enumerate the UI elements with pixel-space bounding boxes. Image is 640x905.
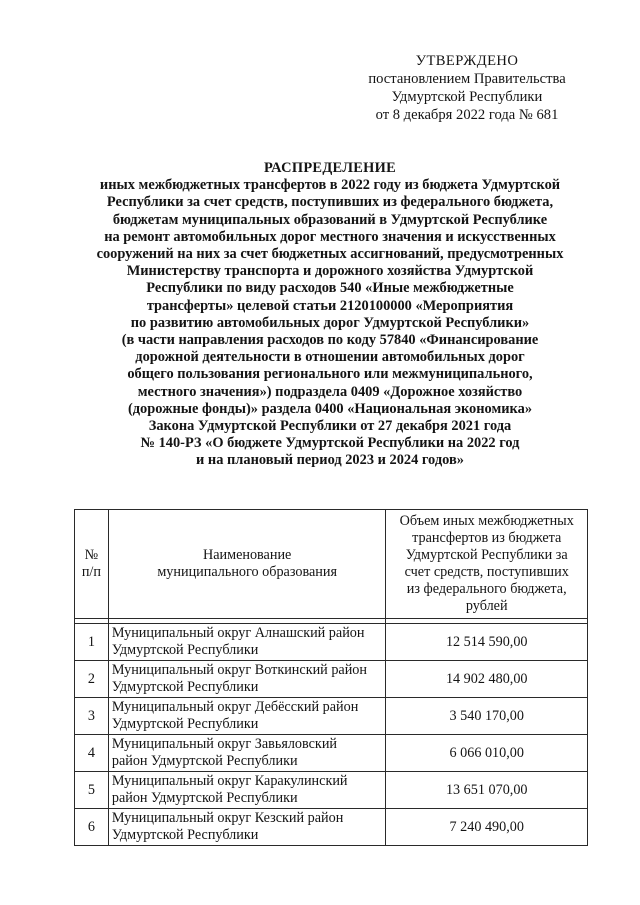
approval-line-1: постановлением Правительства [368,71,566,87]
transfer-amount: 14 902 480,00 [386,661,588,698]
row-number: 2 [75,661,109,698]
header-volume-line: счет средств, поступивших [404,564,569,580]
header-volume-line: рублей [465,598,508,614]
row-number: 6 [75,809,109,846]
header-name-cell [108,510,386,619]
row-number: 3 [75,698,109,735]
municipality-name [108,735,386,772]
municipality-name [108,698,386,735]
municipality-name-line: Муниципальный округ Завьяловский [111,736,338,752]
municipality-name-line: Муниципальный округ Каракулинский [111,773,348,789]
approval-line-3: от 8 декабря 2022 года № 681 [375,107,559,123]
transfer-amount: 13 651 070,00 [386,772,588,809]
title-heading: РАСПРЕДЕЛЕНИЕ [263,160,397,176]
municipality-name-line: Муниципальный округ Дебёсский район [111,699,359,715]
header-num-abbr: п/п [81,564,101,580]
table-row [75,772,588,809]
municipality-name-line: район Удмуртской Республики [111,790,298,806]
table-row [75,698,588,735]
transfer-amount: 6 066 010,00 [386,735,588,772]
transfer-amount: 12 514 590,00 [386,624,588,661]
title-line: по развитию автомобильных дорог Удмуртской Республики» [130,314,530,331]
header-num-cell [75,510,109,619]
title-line: Республики за счет средств, поступивших из федерального бюджета, [106,194,554,211]
table-row [75,735,588,772]
title-line: иных межбюджетных трансфертов в 2022 году из бюджета Удмуртской [99,177,561,194]
transfer-amount: 7 240 490,00 [386,809,588,846]
approval-stamp [352,52,582,124]
header-name-line: Наименование [202,547,292,563]
title-line: трансферты» целевой статьи 2120100000 «Мероприятия [146,297,514,314]
municipality-name-line: Муниципальный округ Воткинский район [111,662,367,678]
title-line: общего пользования регионального или межмуниципального, [127,366,533,383]
municipality-name-line: Муниципальный округ Алнашский район [111,625,365,641]
table-header-row [75,510,588,619]
municipality-name [108,809,386,846]
municipality-name [108,772,386,809]
document-title [70,160,590,470]
distribution-table [74,509,588,846]
title-line: (в части направления расходов по коду 57840 «Финансирование [121,332,539,349]
municipality-name-line: Муниципальный округ Кезский район [111,810,344,826]
header-volume-line: трансфертов из бюджета [412,530,562,546]
municipality-name [108,624,386,661]
title-line: на ремонт автомобильных дорог местного значения и искусственных [104,228,556,245]
transfer-amount: 3 540 170,00 [386,698,588,735]
table-row [75,661,588,698]
municipality-name-line: Удмуртской Республики [111,679,259,695]
title-line: Министерству транспорта и дорожного хозяйства Удмуртской [126,263,534,280]
approval-heading: УТВЕРЖДЕНО [415,53,519,69]
municipality-name-line: Удмуртской Республики [111,716,259,732]
title-line: Республики по виду расходов 540 «Иные межбюджетные [146,280,514,297]
table-row [75,624,588,661]
header-num-symbol: № [84,547,99,563]
municipality-name-line: Удмуртской Республики [111,827,259,843]
row-number: 5 [75,772,109,809]
title-line: (дорожные фонды)» раздела 0400 «Национальная экономика» [127,400,533,417]
title-line: № 140-РЗ «О бюджете Удмуртской Республики на 2022 год [140,435,520,452]
title-line: местного значения») подраздела 0409 «Дорожное хозяйство [137,383,523,400]
row-number: 4 [75,735,109,772]
title-line: Закона Удмуртской Республики от 27 декабря 2021 года [148,418,512,435]
title-line: сооружений на них за счет бюджетных ассигнований, предусмотренных [96,246,564,263]
municipality-name-line: Удмуртской Республики [111,642,259,658]
title-line: бюджетам муниципальных образований в Удмуртской Республике [112,211,548,228]
title-line: дорожной деятельности в отношении автомобильных дорог [135,349,525,366]
header-volume-cell [386,510,588,619]
municipality-name [108,661,386,698]
table-row [75,809,588,846]
header-volume-line: Объем иных межбюджетных [399,513,574,529]
title-line: и на плановый период 2023 и 2024 годов» [196,452,464,469]
approval-line-2: Удмуртской Республики [391,89,543,105]
municipality-name-line: район Удмуртской Республики [111,753,298,769]
row-number: 1 [75,624,109,661]
header-name-line: муниципального образования [157,564,337,580]
header-volume-line: из федерального бюджета, [406,581,567,597]
header-volume-line: Удмуртской Республики за [405,547,568,563]
